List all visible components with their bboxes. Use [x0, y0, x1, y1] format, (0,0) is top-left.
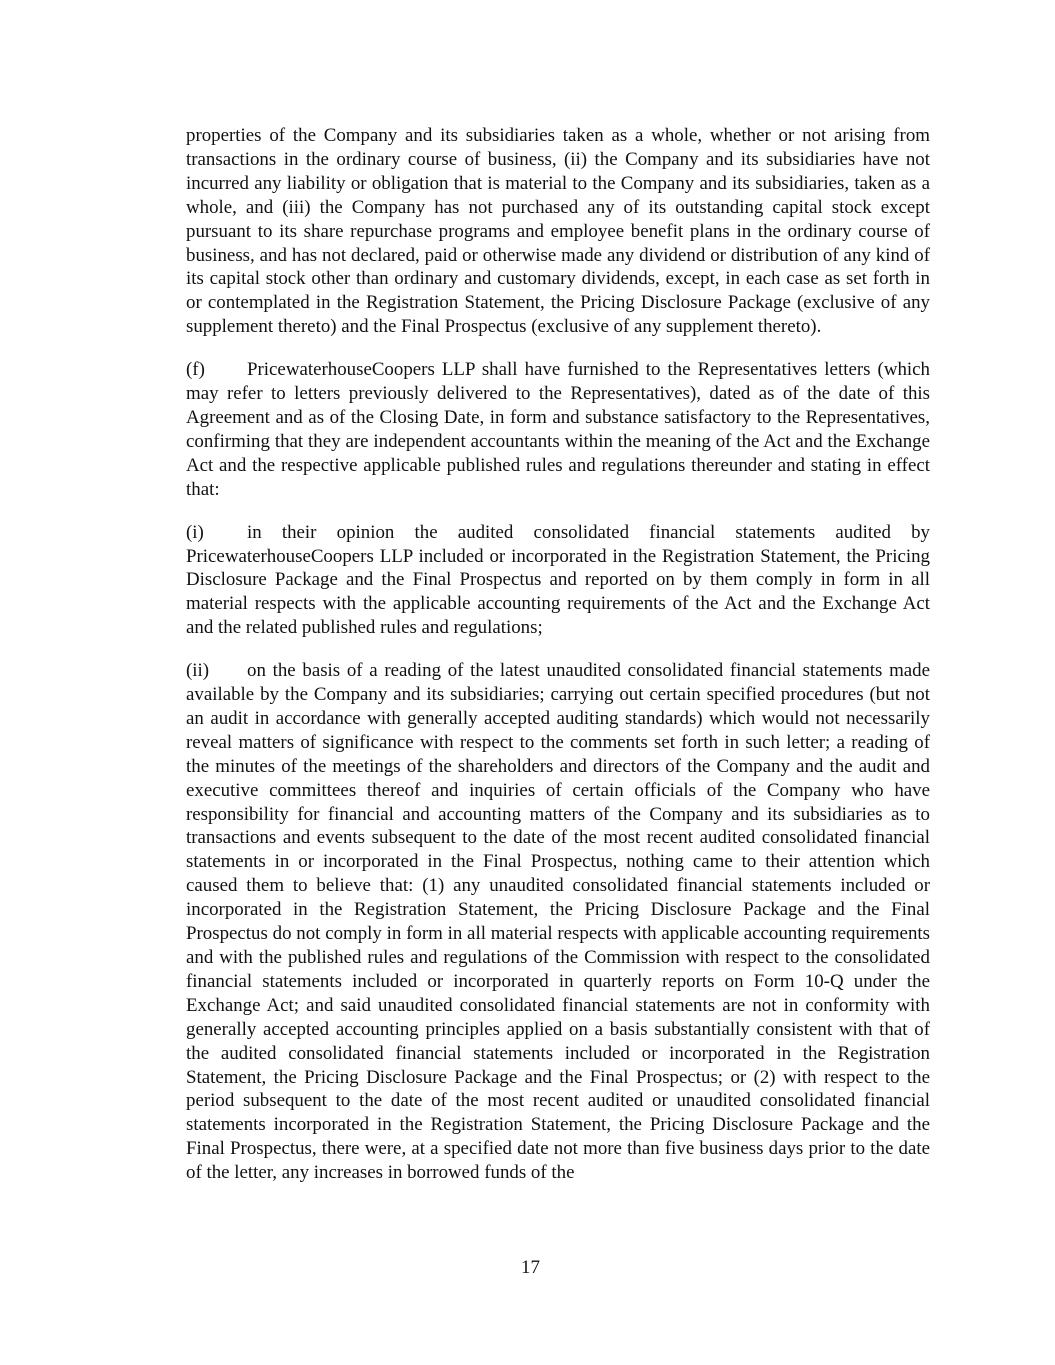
paragraph-marker: (i)	[186, 521, 204, 543]
paragraph-text: properties of the Company and its subsidiaries taken as a whole, whether or not arising from transactions in the ordinary course of business, (ii) the Company and its subsidiaries have not incurred any liability or obligation that is material to the Company and its subsidiaries, taken as a whole, and (iii) the Company has not purchased any of its outstanding capital stock except pursuant to its share repurchase programs and employee benefit plans in the ordinary course of business, and has not declared, paid or otherwise made any dividend or distribution of any kind of its capital stock other than ordinary and customary dividends, except, in each case as set forth in or contemplated in the Registration Statement, the Pricing Disclosure Package (exclusive of any supplement thereto) and the Final Prospectus (exclusive of any supplement thereto).	[186, 125, 930, 338]
document-body	[186, 124, 930, 1204]
paragraph-text: PricewaterhouseCoopers LLP shall have furnished to the Representatives letters (which may refer to letters previously delivered to the Representatives), dated as of the date of this Agreement and as of the Closing Date, in form and substance satisfactory to the Representatives, confirming that they are independent accountants within the meaning of the Act and the Exchange Act and the respective applicable published rules and regulations thereunder and stating in effect that:	[186, 359, 930, 500]
paragraph-ii	[186, 659, 930, 1185]
paragraph-f	[186, 358, 930, 501]
paragraph-marker: (f)	[186, 359, 205, 381]
paragraph-text: in their opinion the audited consolidated financial statements audited by PricewaterhouseCoopers LLP included or incorporated in the Registration Statement, the Pricing Disclosure Package and the Final Prospectus and reported on by them comply in form in all material respects with the applicable accounting requirements of the Act and the Exchange Act and the related published rules and regulations;	[186, 521, 930, 639]
paragraph-text: on the basis of a reading of the latest unaudited consolidated financial statements made available by the Company and its subsidiaries; carrying out certain specified procedures (but not an audit in accordance with generally accepted auditing standards) which would not necessarily reveal matters of significance with respect to the comments set forth in such letter; a reading of the minutes of the meetings of the shareholders and directors of the Company and the audit and executive committees thereof and inquiries of certain officials of the Company who have responsibility for financial and accounting matters of the Company and its subsidiaries as to transactions and events subsequent to the date of the most recent audited consolidated financial statements in or incorporated in the Final Prospectus, nothing came to their attention which caused them to believe that: (1) any unaudited consolidated financial statements included or incorporated in the Registration Statement, the Pricing Disclosure Package and the Final Prospectus do not comply in form in all material respects with applicable accounting requirements and with the published rules and regulations of the Commission with respect to the consolidated financial statements included or incorporated in quarterly reports on Form 10-Q under the Exchange Act; and said unaudited consolidated financial statements are not in conformity with generally accepted accounting principles applied on a basis substantially consistent with that of the audited consolidated financial statements included or incorporated in the Registration Statement, the Pricing Disclosure Package and the Final Prospectus; or (2) with respect to the period subsequent to the date of the most recent audited or unaudited consolidated financial statements incorporated in the Registration Statement, the Pricing Disclosure Package and the Final Prospectus, there were, at a specified date not more than five business days prior to the date of the letter, any increases in borrowed funds of the	[186, 660, 930, 1184]
paragraph-i	[186, 521, 930, 641]
paragraph-marker: (ii)	[186, 660, 210, 682]
page-number: 17	[521, 1257, 540, 1278]
paragraph-continuation	[186, 124, 930, 339]
